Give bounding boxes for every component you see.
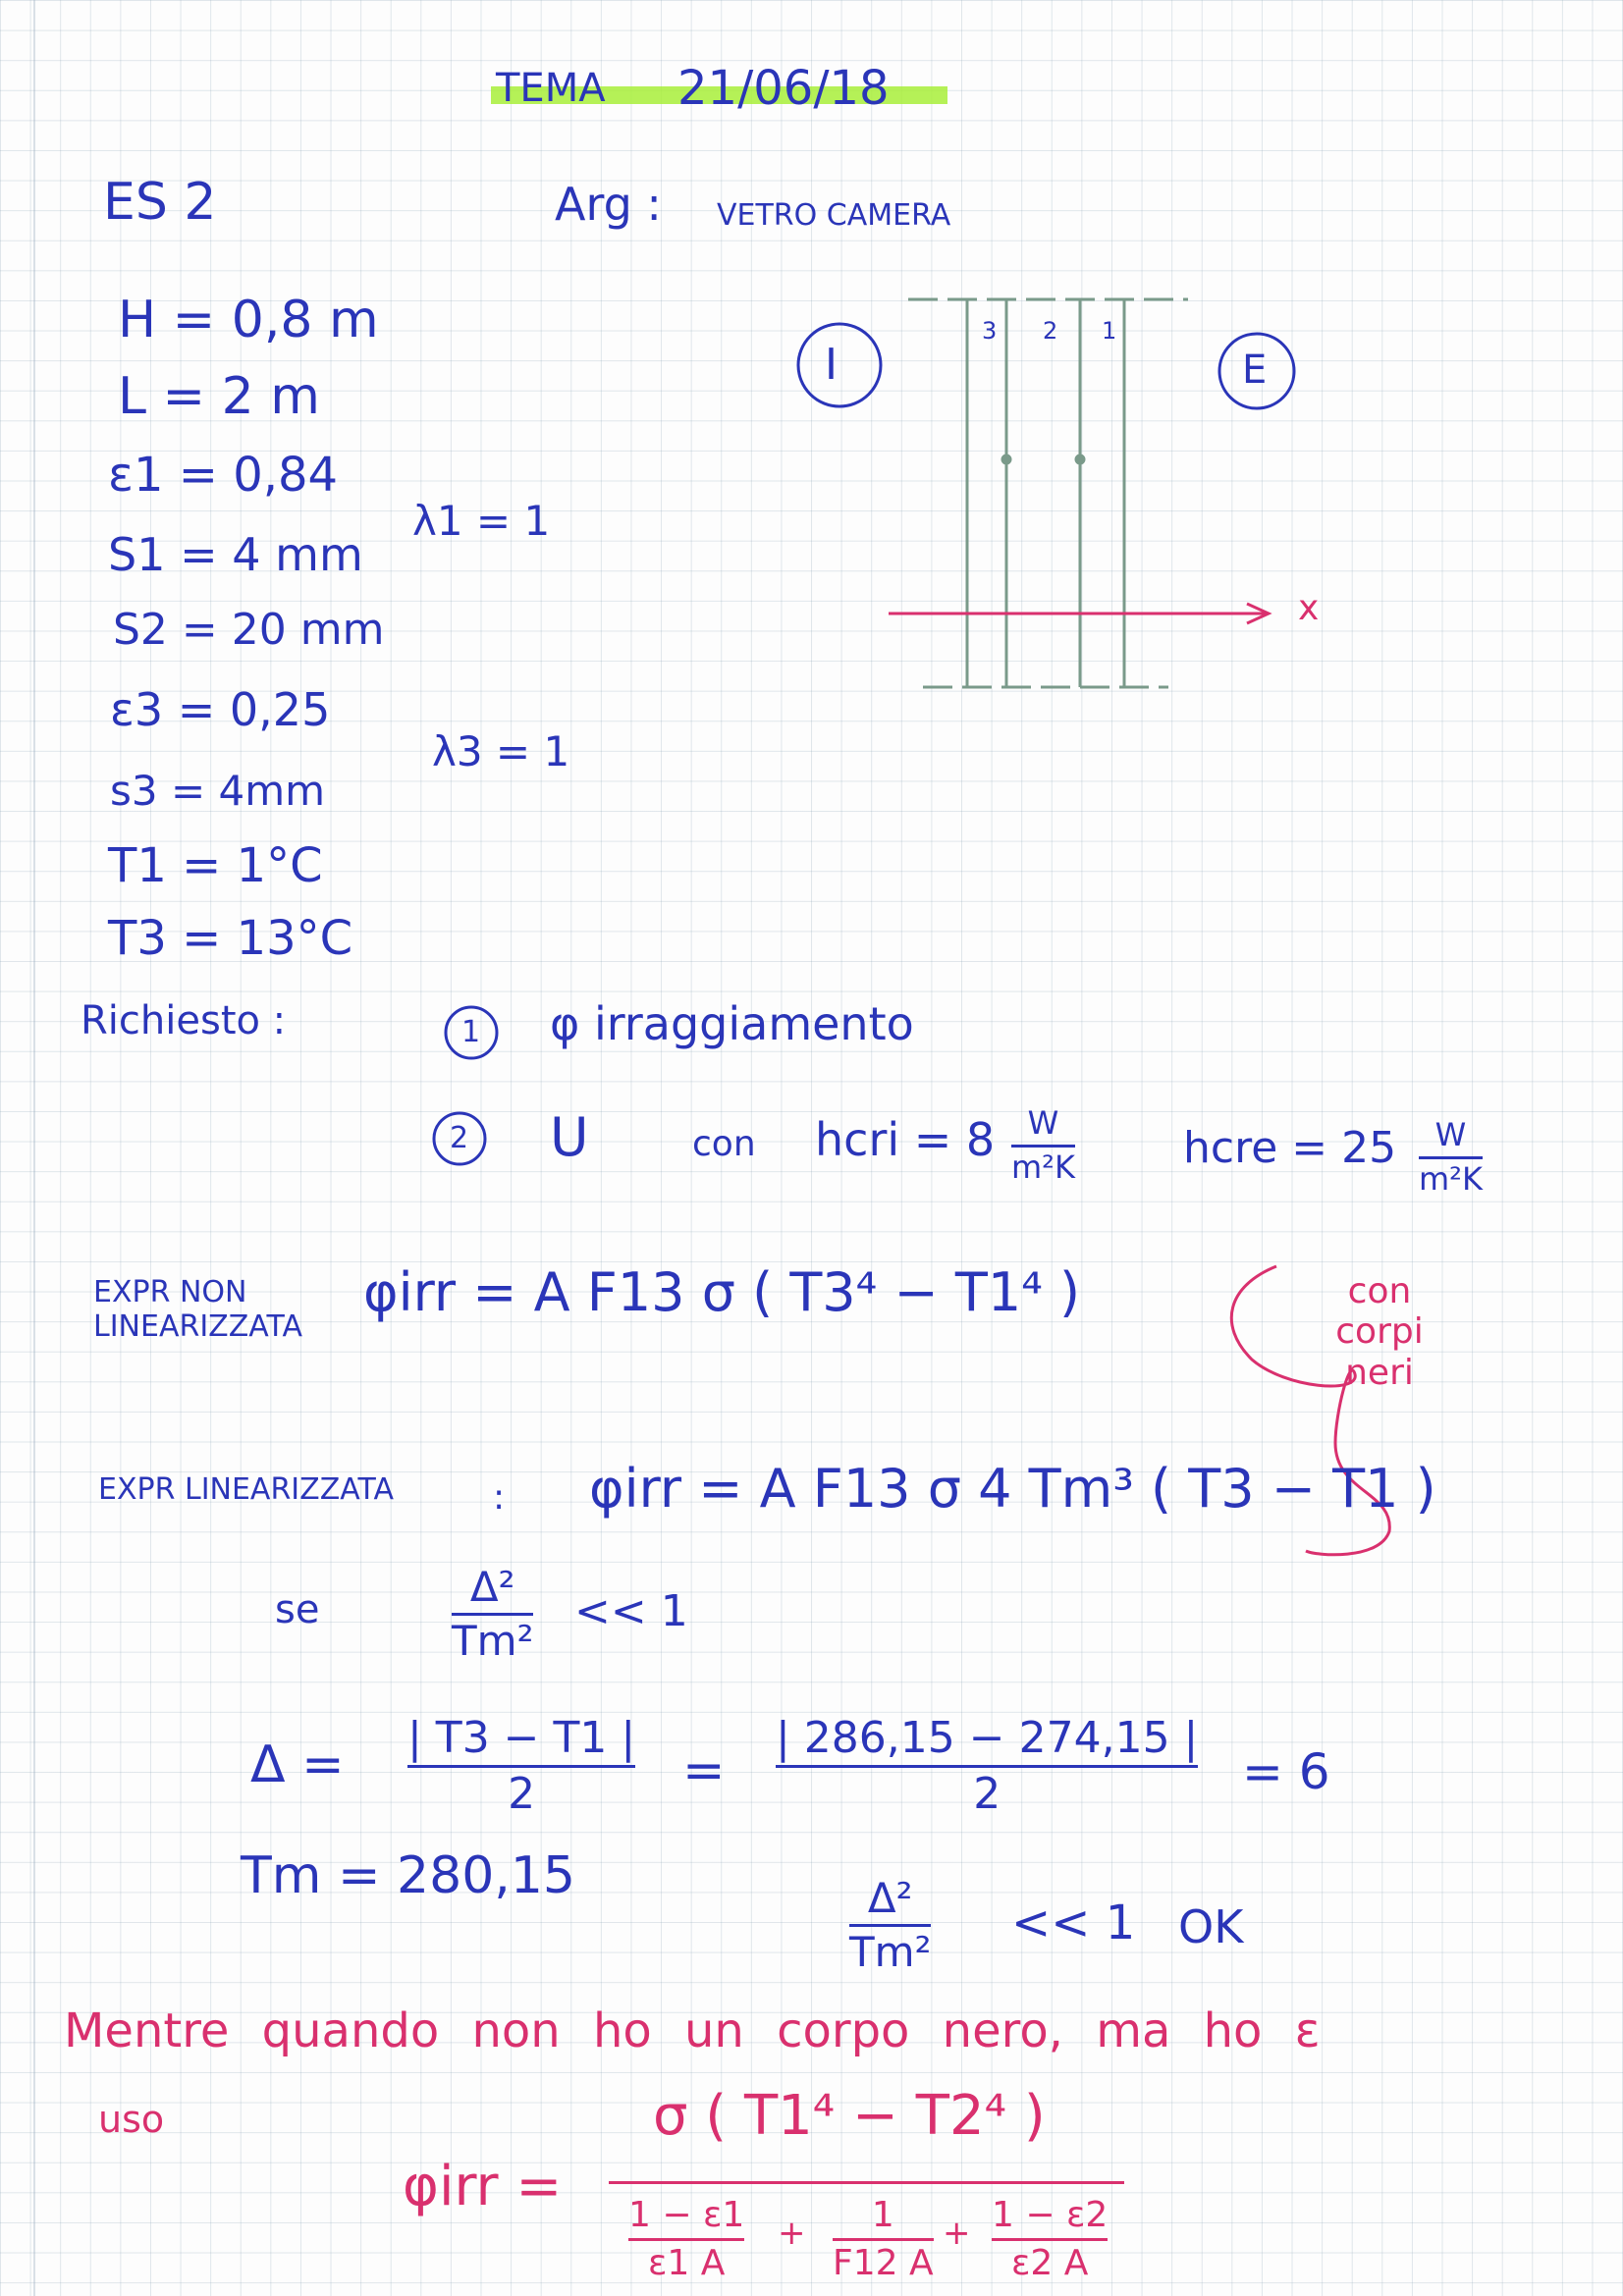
request-item1-text: φ irraggiamento <box>550 997 914 1050</box>
diagram-x-axis-label: x <box>1298 588 1320 628</box>
note-corpi-neri: con corpi neri <box>1335 1271 1424 1393</box>
condition-suffix: << 1 <box>574 1586 688 1636</box>
delta-equals: = <box>682 1741 726 1800</box>
condition-fraction: Δ² Tm² <box>452 1563 534 1666</box>
expr-lin-label: EXPR LINEARIZZATA <box>98 1472 394 1507</box>
data-l: L = 2 m <box>118 367 320 426</box>
expr-lin-colon: : <box>493 1477 506 1518</box>
data-s1: S1 = 4 mm <box>108 528 363 581</box>
data-s2: S2 = 20 mm <box>113 605 385 655</box>
data-eps3: ε3 = 0,25 <box>110 683 331 736</box>
expr-non-lin-formula: φirr = A F13 σ ( T3⁴ − T1⁴ ) <box>363 1261 1081 1323</box>
delta-lhs: Δ = <box>250 1735 345 1794</box>
argument-value: VETRO CAMERA <box>717 198 951 233</box>
request-item2-text: U <box>550 1106 589 1168</box>
note-numerator: σ ( T1⁴ − T2⁴ ) <box>653 2084 1046 2148</box>
tm-value: Tm = 280,15 <box>241 1846 575 1905</box>
diagram-layer-2: 2 <box>1043 317 1058 345</box>
argument-label: Arg : <box>555 178 662 231</box>
request-hcre: hcre = 25 <box>1183 1123 1397 1173</box>
delta-result: = 6 <box>1242 1743 1330 1800</box>
data-eps1: ε1 = 0,84 <box>108 448 339 503</box>
request-hcre-unit: W m²K <box>1419 1116 1483 1198</box>
data-t3: T3 = 13°C <box>108 911 353 966</box>
delta-fraction-numeric: | 286,15 − 274,15 | 2 <box>776 1713 1199 1820</box>
exercise-label: ES 2 <box>103 173 217 232</box>
request-item2-con: con <box>692 1124 756 1164</box>
note-term-2: 1 F12 A <box>833 2195 934 2283</box>
request-item1-number: 1 <box>461 1015 481 1049</box>
request-item2-number: 2 <box>450 1121 469 1155</box>
lambda-3: λ3 = 1 <box>432 727 570 775</box>
note-plus-2: + <box>943 2214 971 2253</box>
delta-fraction-symbolic: | T3 − T1 | 2 <box>407 1713 636 1820</box>
expr-lin-formula: φirr = A F13 σ 4 Tm³ ( T3 − T1 ) <box>589 1458 1436 1520</box>
request-hcri-unit: W m²K <box>1011 1104 1075 1186</box>
note-fraction-bar <box>609 2181 1124 2184</box>
data-t1: T1 = 1°C <box>108 838 323 893</box>
header-date: 21/06/18 <box>677 61 890 116</box>
lambda-1: λ1 = 1 <box>412 497 551 545</box>
note-plus-1: + <box>778 2214 806 2253</box>
diagram-layer-1: 1 <box>1102 317 1117 345</box>
data-s3: s3 = 4mm <box>110 767 326 815</box>
check-fraction: Δ² Tm² <box>849 1874 932 1977</box>
note-lhs: φirr = <box>403 2155 563 2218</box>
note-term-1: 1 − ε1 ε1 A <box>628 2195 745 2283</box>
check-ok: OK <box>1178 1900 1244 1953</box>
diagram-inside-label: I <box>825 340 838 390</box>
condition-prefix: se <box>275 1587 320 1632</box>
note-line1: Mentre quando non ho un corpo nero, ma ho ε <box>64 2003 1321 2058</box>
request-label: Richiesto : <box>81 998 287 1043</box>
check-suffix: << 1 <box>1011 1896 1136 1950</box>
data-h: H = 0,8 m <box>118 291 379 349</box>
header-tema: TEMA <box>496 66 606 111</box>
request-hcri: hcri = 8 <box>815 1113 996 1166</box>
expr-non-lin-label: EXPR NON LINEARIZZATA <box>93 1275 302 1344</box>
diagram-layer-3: 3 <box>982 317 998 345</box>
diagram-outside-label: E <box>1242 347 1268 393</box>
note-line2: uso <box>98 2098 165 2141</box>
note-term-3: 1 − ε2 ε2 A <box>992 2195 1109 2283</box>
